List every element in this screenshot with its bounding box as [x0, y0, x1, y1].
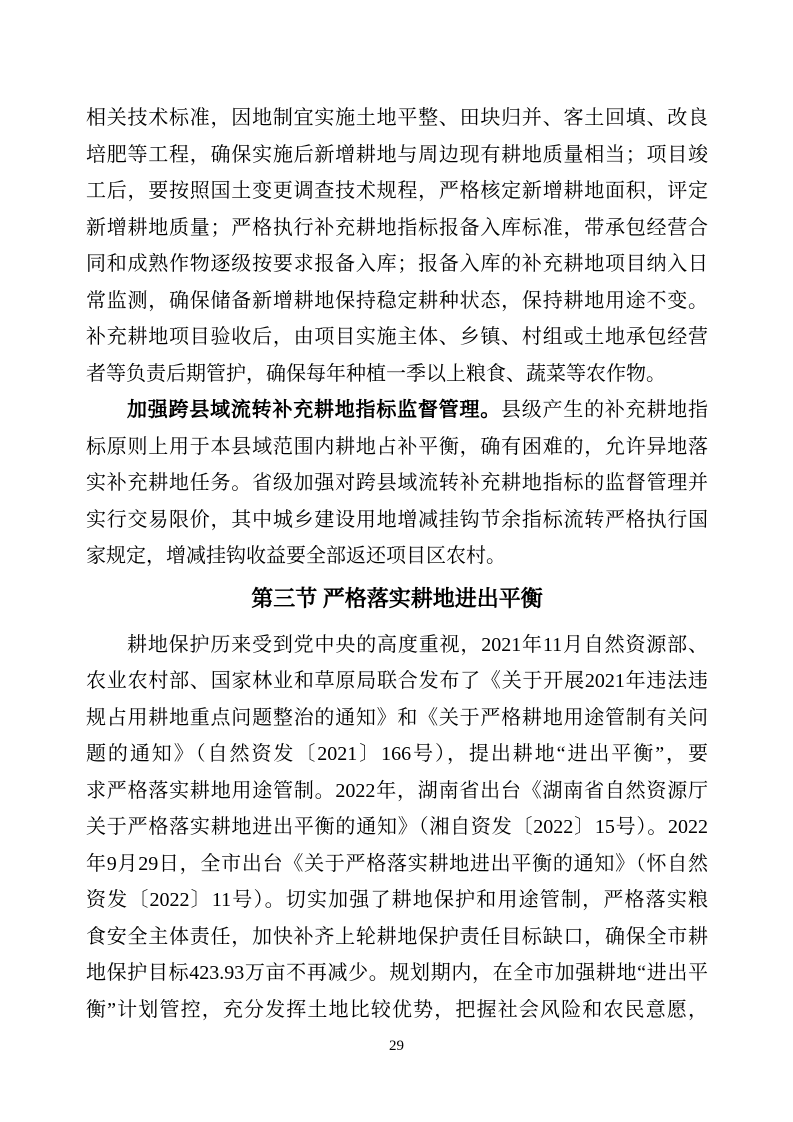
body-line: 关于严格落实耕地进出平衡的通知》（湘自资发〔2022〕15号）。2022 — [86, 816, 708, 838]
body-line: 常监测，确保储备新增耕地保持稳定耕种状态，保持耕地用途不变。 — [86, 289, 708, 312]
body-line: 题的通知》（自然资发〔2021〕166号），提出耕地“进出平衡”，要 — [86, 743, 708, 765]
body-line: 工后，要按照国土变更调查技术规程，严格核定新增耕地面积，评定 — [86, 180, 708, 202]
body-line: 同和成熟作物逐级按要求报备入库；报备入库的补充耕地项目纳入日 — [86, 253, 708, 275]
body-line: 地保护目标423.93万亩不再减少。规划期内，在全市加强耕地“进出平 — [86, 962, 708, 984]
body-line: 实行交易限价，其中城乡建设用地增减挂钩节余指标流转严格执行国 — [86, 508, 708, 531]
paragraph-cross-county-transfer — [86, 392, 708, 575]
bold-lead-text: 加强跨县域流转补充耕地指标监督管理。 — [127, 399, 501, 421]
page-number: 29 — [389, 1038, 404, 1054]
paragraph-in-out-balance — [86, 627, 708, 1029]
body-line: 相关技术标准，因地制宜实施土地平整、田块归并、客土回填、改良 — [86, 107, 708, 129]
body-line: 求严格落实耕地用途管制。2022年，湖南省出台《湖南省自然资源厅 — [86, 779, 708, 802]
body-line: 补充耕地项目验收后，由项目实施主体、乡镇、村组或土地承包经营 — [86, 326, 708, 348]
body-line: 实补充耕地任务。省级加强对跨县域流转补充耕地指标的监督管理并 — [86, 472, 708, 494]
body-line: 资发〔2022〕11号）。切实加强了耕地保护和用途管制，严格落实粮 — [86, 889, 708, 911]
body-line: 规占用耕地重点问题整治的通知》和《关于严格耕地用途管制有关问 — [86, 706, 708, 729]
body-line: 者等负责后期管护，确保每年种植一季以上粮食、蔬菜等农作物。 — [86, 362, 666, 385]
body-line: 年9月29日，全市出台《关于严格落实耕地进出平衡的通知》（怀自然 — [86, 852, 708, 875]
body-line: 培肥等工程，确保实施后新增耕地与周边现有耕地质量相当；项目竣 — [86, 143, 708, 166]
body-line: 标原则上用于本县域范围内耕地占补平衡，确有困难的，允许异地落 — [86, 435, 708, 458]
section-heading: 第三节 严格落实耕地进出平衡 — [251, 585, 543, 611]
body-line: 农业农村部、国家林业和草原局联合发布了《关于开展2021年违法违 — [86, 670, 708, 692]
body-line: 家规定，增减挂钩收益要全部返还项目区农村。 — [86, 545, 506, 567]
document-body — [86, 100, 708, 1028]
body-line: 新增耕地质量；严格执行补充耕地指标报备入库标准，带承包经营合 — [86, 216, 708, 239]
paragraph-supplement-land-management — [86, 100, 708, 392]
body-line: 衡”计划管控，充分发挥土地比较优势，把握社会风险和农民意愿， — [86, 998, 708, 1021]
body-line: 耕地保护历来受到党中央的高度重视，2021年11月自然资源部、 — [127, 633, 708, 656]
body-text: 县级产生的补充耕地指 — [501, 399, 708, 421]
body-line: 食安全主体责任，加快补齐上轮耕地保护责任目标缺口，确保全市耕 — [86, 925, 708, 948]
body-line — [86, 392, 708, 429]
